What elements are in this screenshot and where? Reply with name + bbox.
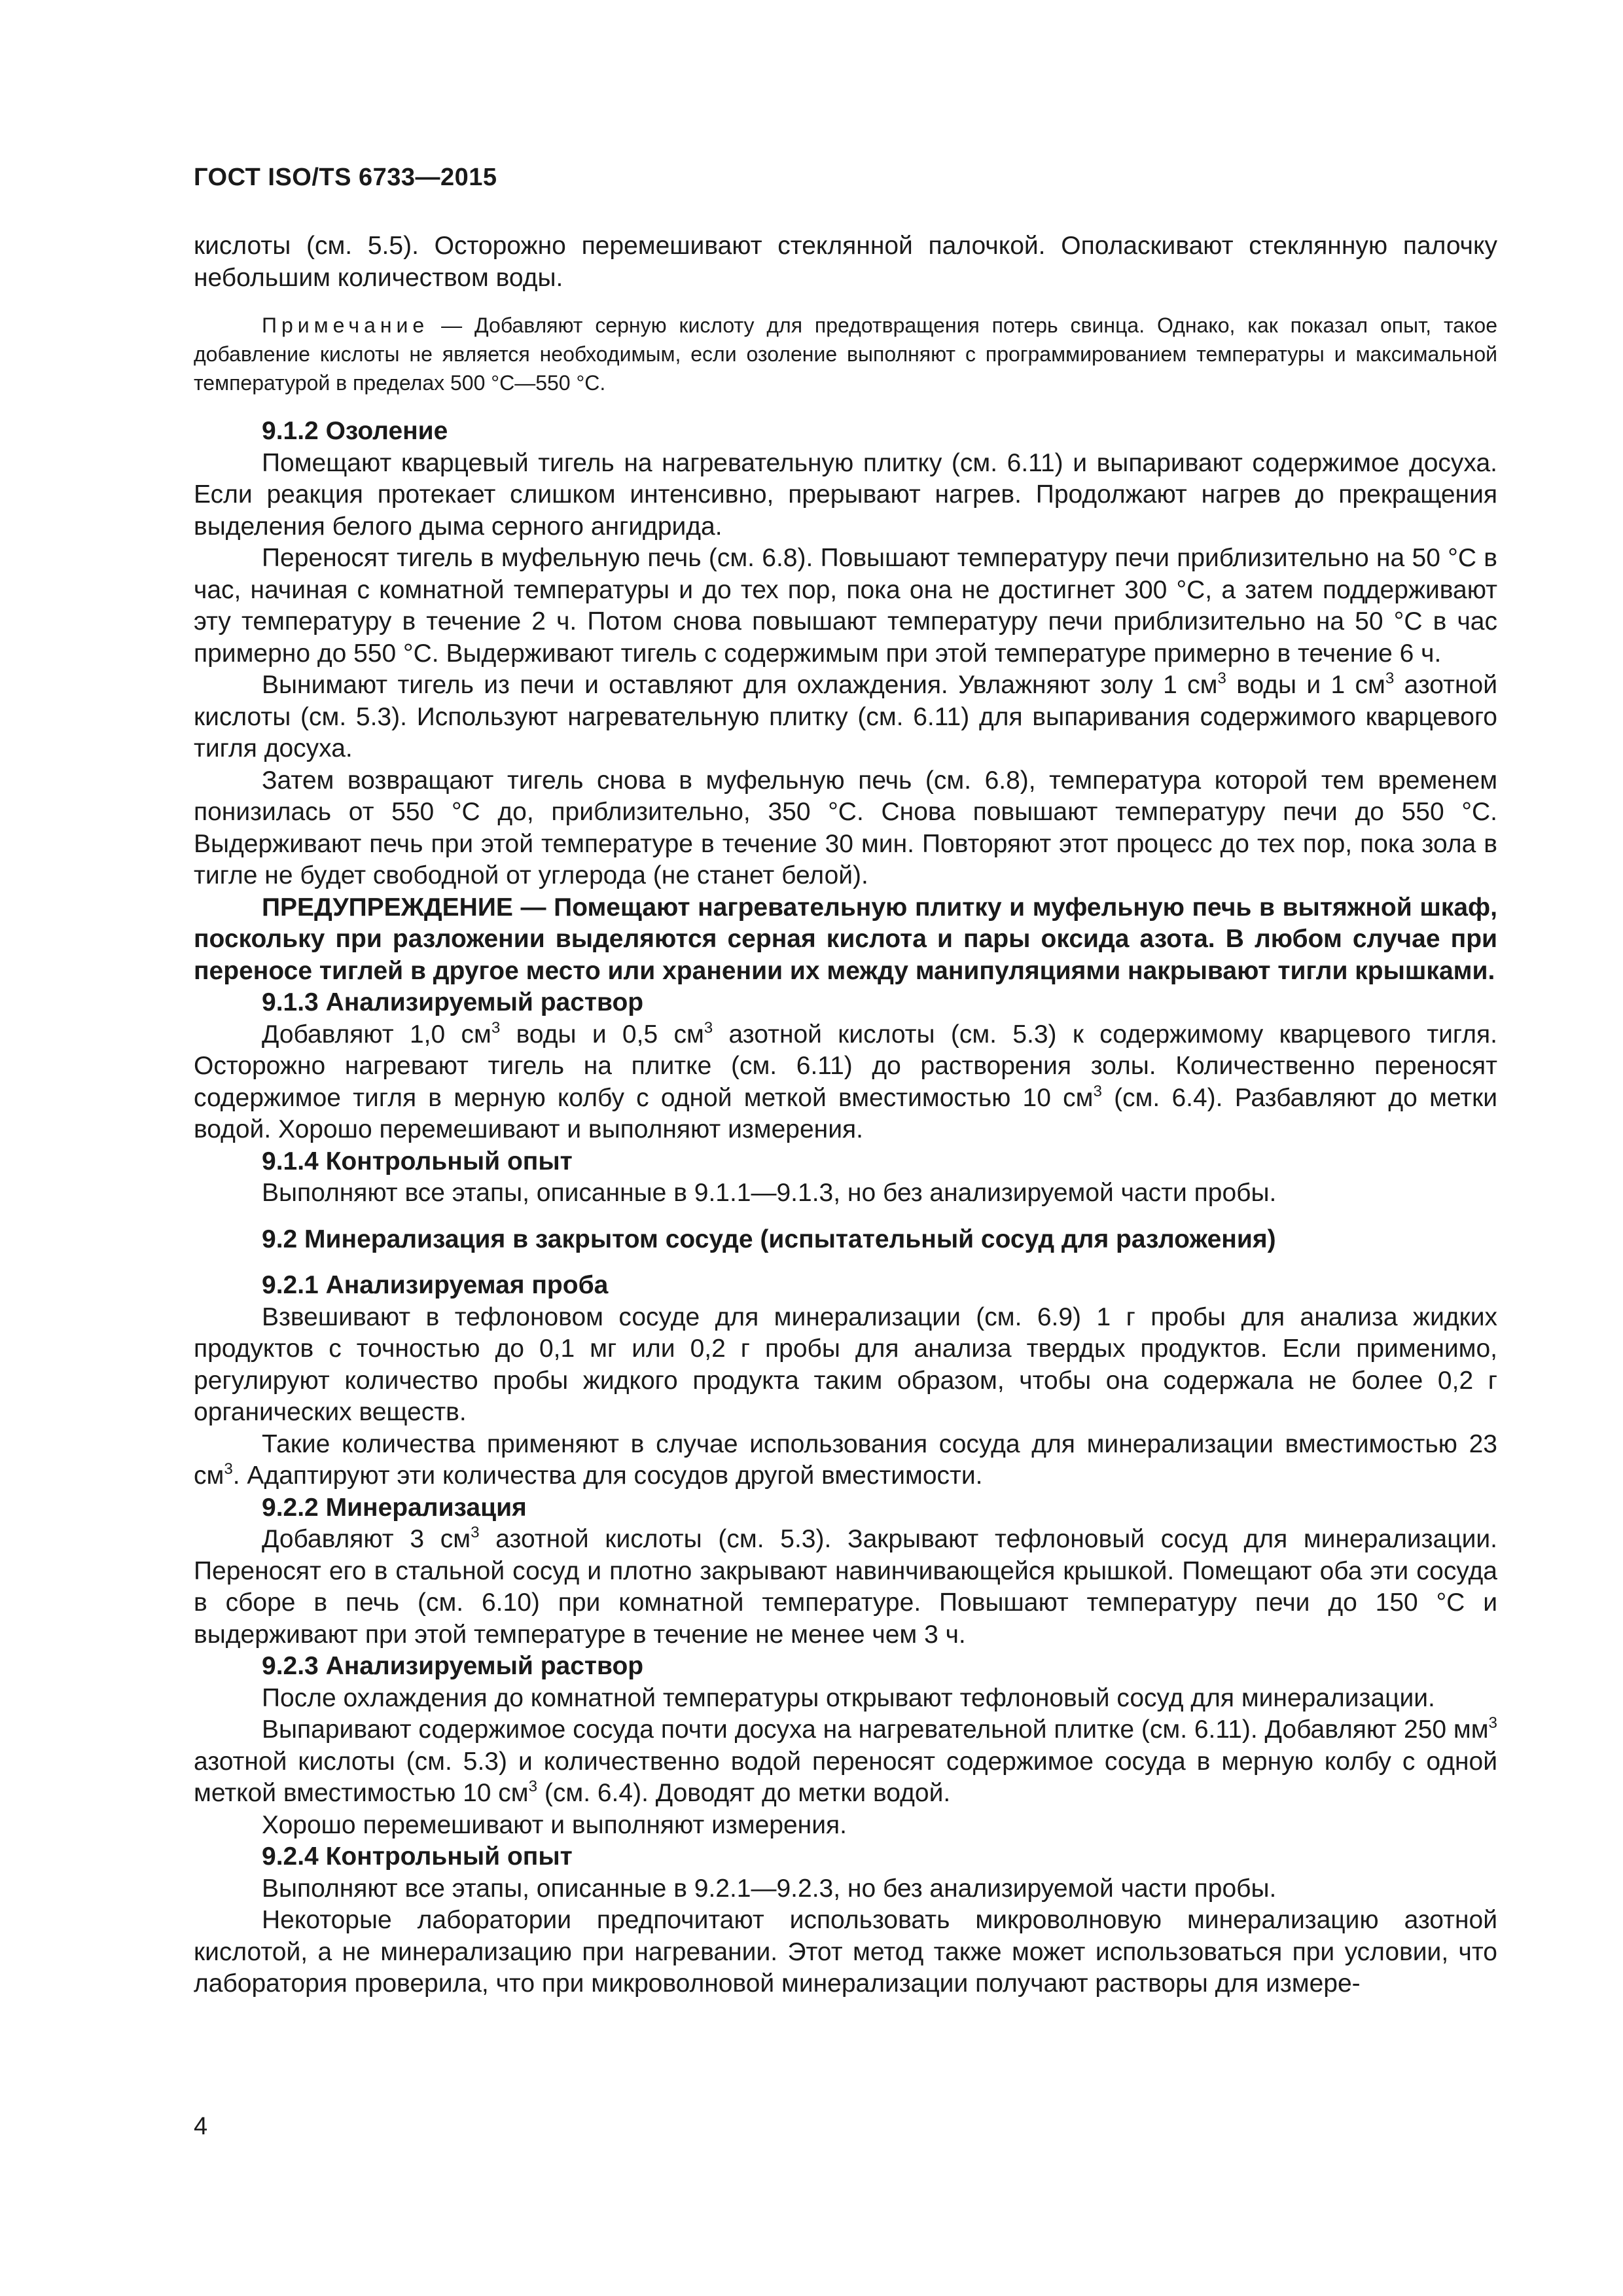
heading-9-1-3: 9.1.3 Анализируемый раствор — [262, 988, 644, 1016]
paragraph-9-2-3-3: Хорошо перемешивают и выполняют измерения. — [262, 1810, 847, 1839]
heading-9-1-4: 9.1.4 Контрольный опыт — [262, 1147, 573, 1175]
paragraph-9-1-2-4: Затем возвращают тигель снова в муфельную печь (см. 6.8), температура которой тем временем понизилась от 550 °С до, приблизительно, 350 °С. Снова повышают температуру печи до 550 °С. Выдерживают печь при этой температуре в течение 30 мин. Повторяют этот процесс до тех пор, пока зола в тигле не будет свободной от углерода (не станет белой). — [194, 766, 1497, 889]
page-body — [194, 230, 1497, 2000]
paragraph-9-2-1-2 — [194, 1429, 1497, 1492]
page-number: 4 — [194, 2113, 208, 2140]
text-run: азотной кислоты (см. 5.3). Закрывают тефлоновый сосуд для минерализации. Переносят его в стальной сосуд и плотно закрывают навинчивающейся крышкой. Помещают оба эти сосуда в сборе в печь (см. 6.10) при комнатной температуре. Повышают температуру печи до 150 °С и выдерживают при этой температуре в течение не менее чем 3 ч. — [194, 1525, 1497, 1649]
superscript: 3 — [471, 1524, 480, 1542]
heading-9-2: 9.2 Минерализация в закрытом сосуде (испытательный сосуд для разложения) — [262, 1225, 1276, 1253]
text-run: воды и 0,5 см — [500, 1020, 704, 1049]
note-label: Примечание — [262, 314, 429, 337]
heading-9-2-1: 9.2.1 Анализируемая проба — [262, 1271, 609, 1299]
superscript: 3 — [491, 1018, 501, 1037]
text-run: Добавляют 1,0 см — [262, 1020, 491, 1049]
text-run: (см. 6.4). Разбавляют до метки водой. Хорошо перемешивают и выполняют измерения. — [194, 1083, 1497, 1143]
text-run: Добавляют 3 см — [262, 1525, 471, 1553]
paragraph-9-1-2-3 — [194, 670, 1497, 765]
paragraph-9-1-2-1: Помещают кварцевый тигель на нагревательную плитку (см. 6.11) и выпаривают содержимое досуха. Если реакция протекает слишком интенсивно, прерывают нагрев. Продолжают нагрев до прекращения выделения белого дыма серного ангидрида. — [194, 448, 1497, 541]
paragraph-9-1-3 — [194, 1019, 1497, 1146]
superscript: 3 — [1217, 670, 1226, 688]
text-run: Такие количества применяют в случае использования сосуда для минерализации вместимостью 23 см — [194, 1429, 1497, 1490]
text-run: воды и 1 см — [1226, 671, 1385, 699]
text-run: . Адаптируют эти количества для сосудов другой вместимости. — [232, 1462, 983, 1490]
paragraph-9-2-3-1: После охлаждения до комнатной температуры открывают тефлоновый сосуд для минерализации. — [262, 1683, 1435, 1712]
heading-9-1-2: 9.1.2 Озоление — [262, 417, 448, 445]
text-run: азотной кислоты (см. 5.3) и количественно водой переносят содержимое сосуда в мерную колбу с одной меткой вместимостью 10 см — [194, 1747, 1497, 1807]
superscript: 3 — [528, 1778, 538, 1796]
heading-9-2-3: 9.2.3 Анализируемый раствор — [262, 1652, 644, 1680]
paragraph-9-2-1-1: Взвешивают в тефлоновом сосуде для минерализации (см. 6.9) 1 г пробы для анализа жидких продуктов с точностью до 0,1 мг или 0,2 г пробы для анализа твердых продуктов. Если применимо, регулируют количество пробы жидкого продукта таким образом, чтобы она содержала не более 0,2 г органических веществ. — [194, 1302, 1497, 1426]
note — [194, 311, 1497, 397]
superscript: 3 — [1385, 670, 1395, 688]
paragraph-continuation: кислоты (см. 5.5). Осторожно перемешивают стеклянной палочкой. Ополаскивают стеклянную палочку небольшим количеством воды. — [194, 232, 1497, 292]
paragraph-9-1-4: Выполняют все этапы, описанные в 9.1.1—9.1.3, но без анализируемой части пробы. — [262, 1179, 1277, 1207]
superscript: 3 — [1093, 1082, 1102, 1100]
text-run: азотной кислоты (см. 5.3) к содержимому кварцевого тигля. Осторожно нагревают тигель на плитке (см. 6.11) до растворения золы. Количественно переносят содержимое тигля в мерную колбу с одной меткой вместимостью 10 см — [194, 1020, 1498, 1112]
text-run: азотной кислоты (см. 5.3). Используют нагревательную плитку (см. 6.11) для выпаривания содержимого кварцевого тигля досуха. — [194, 671, 1497, 762]
heading-9-2-2: 9.2.2 Минерализация — [262, 1493, 527, 1522]
text-run: (см. 6.4). Доводят до метки водой. — [537, 1779, 951, 1807]
standard-designation-header: ГОСТ ISO/TS 6733—2015 — [194, 164, 497, 191]
text-run: Выпаривают содержимое сосуда почти досуха на нагревательной плитке (см. 6.11). Добавляют 250 мм — [262, 1715, 1489, 1744]
paragraph-9-1-2-2: Переносят тигель в муфельную печь (см. 6.8). Повышают температуру печи приблизительно на 50 °С в час, начиная с комнатной температуры и до тех пор, пока она не достигнет 300 °С, а затем поддерживают эту температуру в течение 2 ч. Потом снова повышают температуру печи приблизительно на 50 °С в час примерно до 550 °С. Выдерживают тигель с содержимым при этой температуре примерно в течение 6 ч. — [194, 544, 1497, 668]
superscript: 3 — [224, 1460, 233, 1479]
note-text: — Добавляют серную кислоту для предотвращения потерь свинца. Однако, как показал опыт, такое добавление кислоты не является необходимым, если озоление выполняют с программированием температуры и максимальной температурой в пределах 500 °С—550 °С. — [194, 314, 1497, 395]
heading-9-2-4: 9.2.4 Контрольный опыт — [262, 1842, 573, 1871]
text-run: Вынимают тигель из печи и оставляют для охлаждения. Увлажняют золу 1 см — [262, 671, 1218, 699]
paragraph-9-2-2 — [194, 1524, 1497, 1651]
superscript: 3 — [704, 1018, 713, 1037]
paragraph-9-2-4: Выполняют все этапы, описанные в 9.2.1—9.2.3, но без анализируемой части пробы. — [262, 1874, 1277, 1903]
paragraph-final: Некоторые лаборатории предпочитают использовать микроволновую минерализацию азотной кислотой, а не минерализацию при нагревании. Этот метод также может использоваться при условии, что лаборатория проверила, что при микроволновой минерализации получают растворы для измере- — [194, 1906, 1497, 1998]
warning-paragraph: ПРЕДУПРЕЖДЕНИЕ — Помещают нагревательную плитку и муфельную печь в вытяжной шкаф, поскольку при разложении выделяются серная кислота и пары оксида азота. В любом случае при переносе тиглей в другое место или хранении их между манипуляциями накрывают тигли крышками. — [194, 893, 1497, 985]
paragraph-9-2-3-2 — [194, 1714, 1497, 1810]
superscript: 3 — [1488, 1714, 1497, 1732]
